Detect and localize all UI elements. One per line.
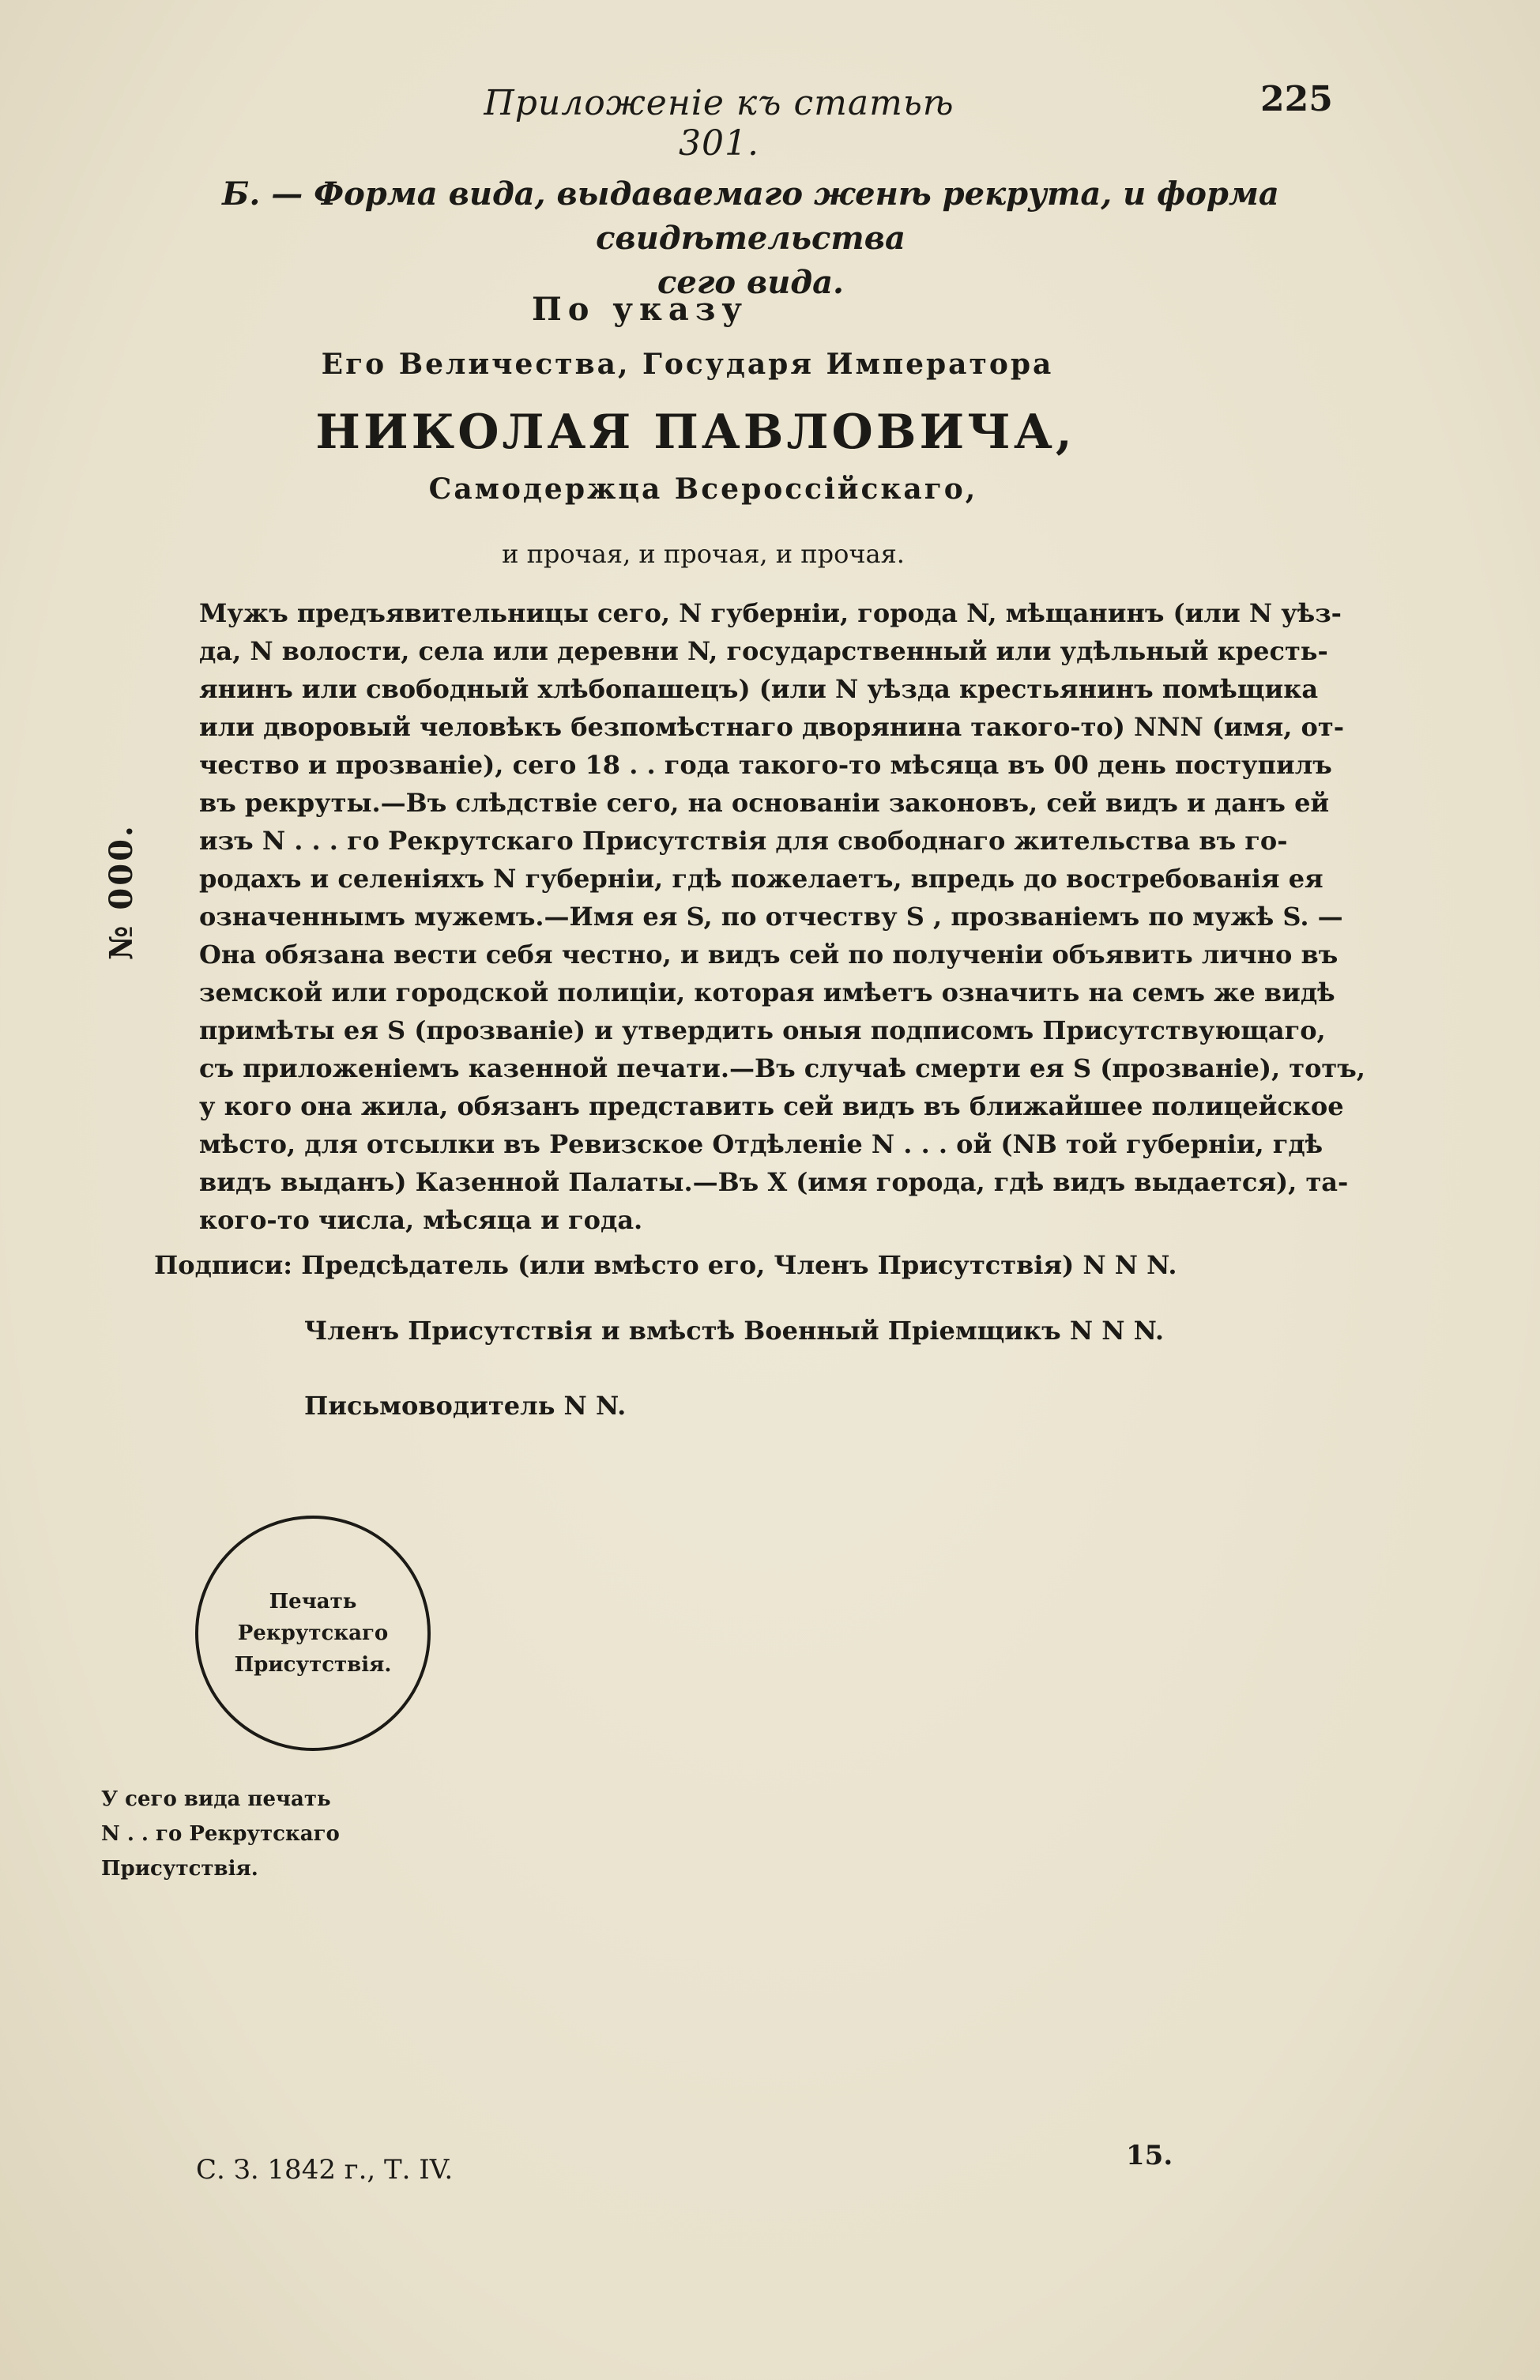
decree-etcetera: и прочая, и прочая, и прочая.	[502, 539, 905, 569]
decree-majesty: Его Величества, Государя Императора	[321, 348, 1054, 381]
decree-emperor-name: НИКОЛАЯ ПАВЛОВИЧА,	[315, 405, 1075, 460]
body-line: съ приложеніемъ казенной печати.—Въ случаѣ смерти ея S (прозваніе), тотъ,	[199, 1053, 1365, 1083]
body-line: земской или городской полиціи, которая имѣетъ означить на семъ же видѣ	[199, 977, 1335, 1007]
running-header: Приложеніе къ статьѣ 301.	[484, 83, 954, 164]
decree-autocrat: Самодержца Всероссійскаго,	[428, 473, 978, 506]
body-line: или дворовый человѣкъ безпомѣстнаго дворянина такого-то) NNN (имя, от-	[199, 712, 1344, 742]
body-line: примѣты ея S (прозваніе) и утвердить оныя подписомъ Присутствующаго,	[199, 1015, 1326, 1045]
page-number: 225	[1260, 79, 1333, 119]
body-line: въ рекруты.—Въ слѣдствіе сего, на основаніи законовъ, сей видъ и данъ ей	[199, 788, 1330, 818]
footer-signature-mark: 15.	[1126, 2140, 1173, 2171]
signature-clerk: Письмоводитель N N.	[304, 1391, 627, 1421]
signature-chairman: Подписи: Предсѣдатель (или вмѣсто его, Членъ Присутствія) N N N.	[154, 1250, 1177, 1280]
seal-line-1: Печать	[269, 1590, 357, 1614]
body-paragraph	[199, 594, 1365, 1239]
seal-note	[101, 1782, 417, 1886]
body-line: Она обязана вести себя честно, и видъ сей по полученіи объявить лично въ	[199, 940, 1339, 970]
body-line: у кого она жила, обязанъ представить сей видъ въ ближайшее полицейское	[199, 1091, 1344, 1121]
seal-circle	[195, 1516, 431, 1751]
body-line: видъ выданъ) Казенной Палаты.—Въ X (имя города, гдѣ видъ выдается), та-	[199, 1167, 1349, 1197]
form-title-line-1: Б. — Форма вида, выдаваемаго женѣ рекрута, и форма свидѣтельства	[222, 175, 1279, 257]
seal-note-line-2: N . . го Рекрутскаго	[101, 1822, 340, 1846]
body-line: Мужъ предъявительницы сего, N губерніи, города N, мѣщанинъ (или N уѣз-	[199, 598, 1342, 628]
body-line: изъ N . . . го Рекрутскаго Присутствія для свободнаго жительства въ го-	[199, 826, 1288, 856]
body-line: янинъ или свободный хлѣбопашецъ) (или N уѣзда крестьянинъ помѣщика	[199, 674, 1319, 704]
seal-note-line-3: Присутствія.	[101, 1857, 258, 1881]
body-line: означеннымъ мужемъ.—Имя ея S, по отчеству S , прозваніемъ по мужѣ S. —	[199, 902, 1343, 932]
signature-member: Членъ Присутствія и вмѣстѣ Военный Пріемщикъ N N N.	[304, 1316, 1164, 1346]
side-document-number: № 000.	[103, 823, 140, 960]
seal-line-3: Присутствія.	[234, 1653, 392, 1677]
form-title	[158, 172, 1343, 305]
body-line: да, N волости, села или деревни N, государственный или удѣльный кресть-	[199, 636, 1328, 666]
body-line: родахъ и селеніяхъ N губерніи, гдѣ пожелаетъ, впредь до востребованія ея	[199, 864, 1323, 894]
body-line: кого-то числа, мѣсяца и года.	[199, 1205, 643, 1235]
seal-note-line-1: У сего вида печать	[101, 1787, 331, 1811]
form-title-line-2: сего вида.	[657, 264, 844, 301]
seal-line-2: Рекрутскаго	[237, 1621, 389, 1645]
body-line: чество и прозваніе), сего 18 . . года такого-то мѣсяца въ 00 день поступилъ	[199, 750, 1332, 780]
decree-heading: По указу	[532, 291, 748, 328]
body-line: мѣсто, для отсылки въ Ревизское Отдѣленіе N . . . ой (NB той губерніи, гдѣ	[199, 1129, 1323, 1159]
footer-citation: С. З. 1842 г., Т. IV.	[196, 2154, 454, 2186]
